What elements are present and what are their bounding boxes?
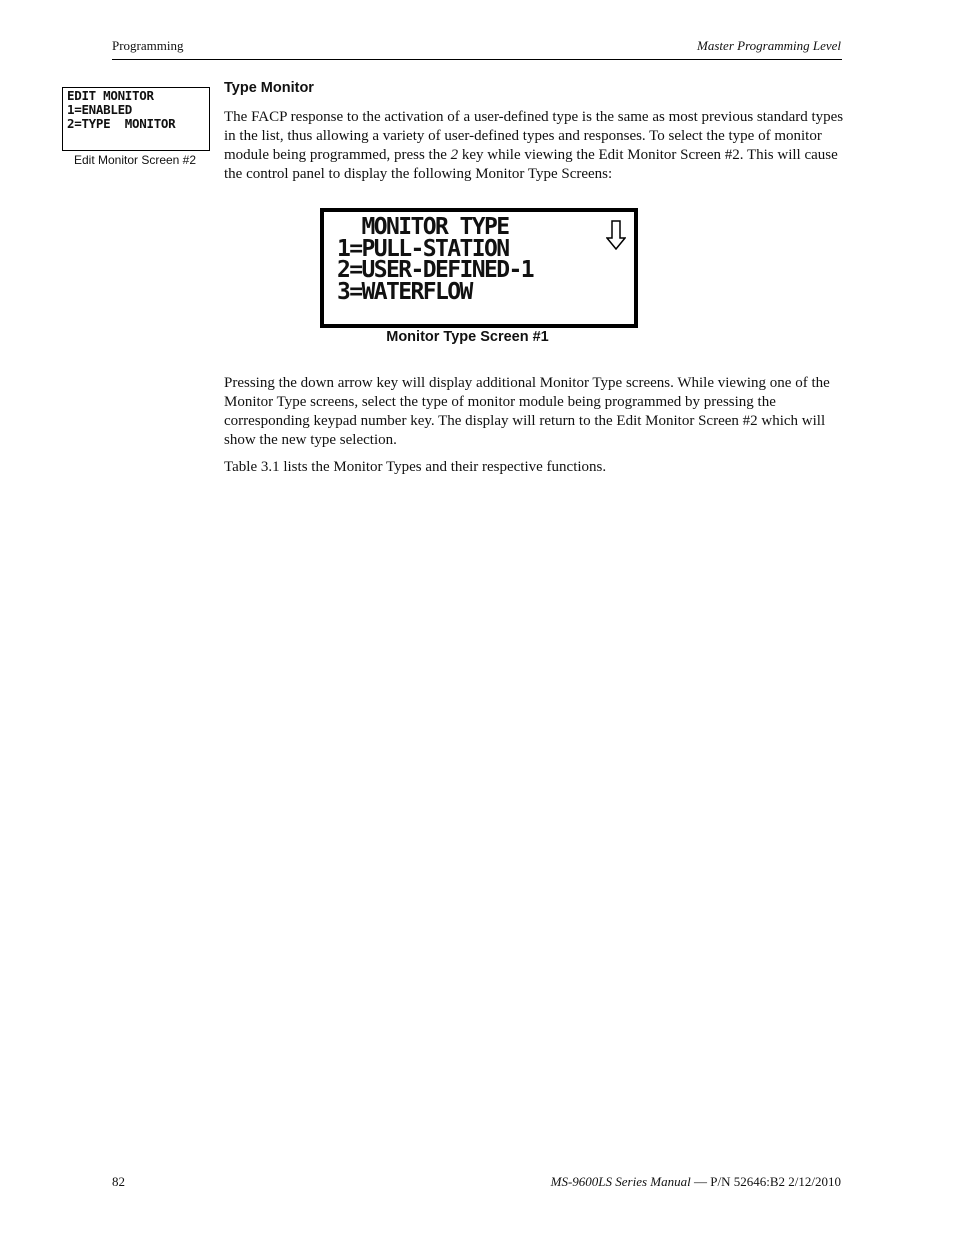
key-number: 2 [450,147,459,163]
page-number: 82 [112,1174,125,1189]
lcd-line: MONITOR TYPE [337,214,509,240]
edit-monitor-lcd-screen [62,87,210,151]
instructions-paragraph: Pressing the down arrow key will display additional Monitor Type screens. While viewing one of the Monitor Type screens, select the type of monitor module being programmed by pressing the corresponding keypad number key. The display will return to the Edit Monitor Screen #2 which will show the new type selection. [224,375,830,448]
table-reference-paragraph: Table 3.1 lists the Monitor Types and their respective functions. [224,459,607,475]
header-chapter: Master Programming Level [697,38,841,53]
lcd-line: 2=USER-DEFINED-1 [337,257,533,283]
monitor-type-caption: Monitor Type Screen #1 [386,329,549,345]
manual-title: MS-9600LS Series Manual [550,1174,691,1189]
part-info: — P/N 52646:B2 2/12/2010 [690,1174,841,1189]
intro-text-a: The FACP response to the activation of a user-defined type is the same as most previous standard types in the list, thus allowing a variety of user-defined types and responses. To select the type of monitor module being programmed, press the [224,109,844,163]
edit-monitor-caption: Edit Monitor Screen #2 [73,153,197,167]
down-arrow-icon [606,220,626,250]
footer-manual-info [551,1174,841,1190]
section-title: Type Monitor [224,80,314,96]
header-divider [112,59,842,60]
lcd-line: EDIT MONITOR [67,88,154,103]
intro-paragraph [224,108,844,184]
monitor-type-lcd-screen [320,208,638,328]
lcd-line: 2=TYPE MONITOR [67,116,176,131]
lcd-line: 1=PULL-STATION [337,235,509,262]
lcd-line: 3=WATERFLOW [337,278,472,305]
intro-text-b: key while viewing the Edit Monitor Screen #2. This will cause the control panel to display the following Monitor Type Screens: [224,147,838,182]
header-section: Programming [112,38,184,53]
lcd-line: 1=ENABLED [67,102,133,117]
